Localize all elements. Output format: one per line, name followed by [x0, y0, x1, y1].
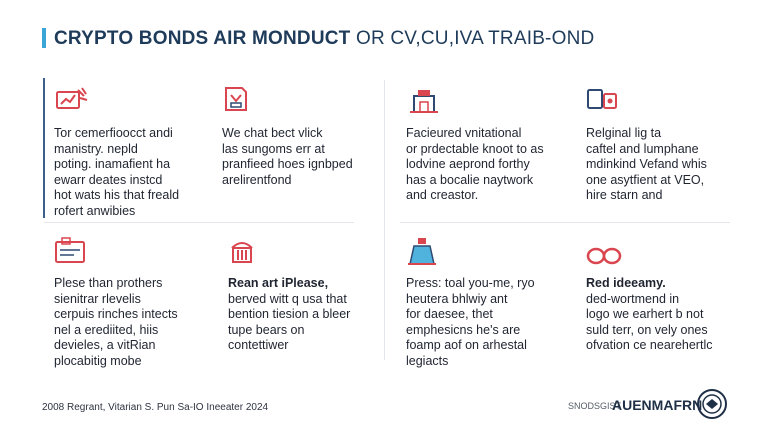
card-7-text: Press: toal you-me, ryo heutera bhlwiy ant for daesee, thet emphesicns he's are foamp aof on arhestal legiacts: [406, 276, 535, 368]
left-row-divider: [44, 222, 354, 223]
document-shield-icon: [222, 86, 258, 120]
footer-small-text: SNODSGIST: [568, 401, 622, 411]
card-7: [406, 236, 535, 369]
computer-monitor-icon: [54, 236, 90, 270]
card-3: [406, 86, 544, 204]
card-4: [586, 86, 707, 204]
card-5: [54, 236, 178, 369]
footer-brand: AUENMAFRN: [612, 397, 703, 413]
card-8: [586, 236, 712, 354]
flask-icon: [406, 236, 442, 270]
card-1-text: Tor cemerfioocct andi manistry. nepld poting. inamafient ha ewarr deates instcd hot wats his that freald rofert anwibies: [54, 126, 180, 218]
card-5-text: Plese than prothers sienitrar rlevelis cerpuis rinches intects nel a erediited, hiis devieles, a vitRian plocabitig mobe: [54, 276, 178, 368]
title-accent-bar: [42, 28, 46, 48]
card-8-text: Red ideeamy. ded-wortmend in logo we earhert b not suld terr, on vely ones ofvation ce nearehertlc: [586, 276, 713, 352]
card-1: [54, 86, 179, 219]
footer-credit: 2008 Regrant, Vitarian S. Pun Sa-IO Ineeater 2024: [42, 402, 269, 413]
card-6-text: Rean art iPlease, berved witt q usa that bention tiesion a bleer tupe bears on contettiwer: [228, 276, 351, 352]
devices-icon: [586, 86, 622, 120]
right-row-divider: [400, 222, 730, 223]
title-bold: CRYPTO BONDS AIR MONDUCT: [54, 28, 351, 49]
left-accent-line: [43, 78, 45, 218]
title-rest: OR CV,CU,IVA TRAIB-OND: [350, 28, 595, 49]
page-title: [54, 28, 594, 50]
card-2-text: We chat bect vlick las sungoms err at pranfieed hoes ignbped arelirentfond: [222, 126, 353, 187]
laptop-chart-icon: [54, 86, 90, 120]
bank-building-icon: [228, 236, 264, 270]
brand-seal-icon: [696, 388, 728, 420]
building-flag-icon: [406, 86, 442, 120]
center-divider: [384, 80, 385, 360]
card-4-text: Relginal lig ta caftel and lumphane mdinkind Vefand whis one asytfient at VEO, hire starn and: [586, 126, 707, 202]
infinity-link-icon: [586, 236, 622, 270]
card-2: [222, 86, 353, 188]
card-3-text: Facieured vnitational or prdectable knoot to as lodvine aeprond forthy has a bocalie naytwork and creastor.: [406, 126, 544, 202]
card-6: [228, 236, 350, 354]
